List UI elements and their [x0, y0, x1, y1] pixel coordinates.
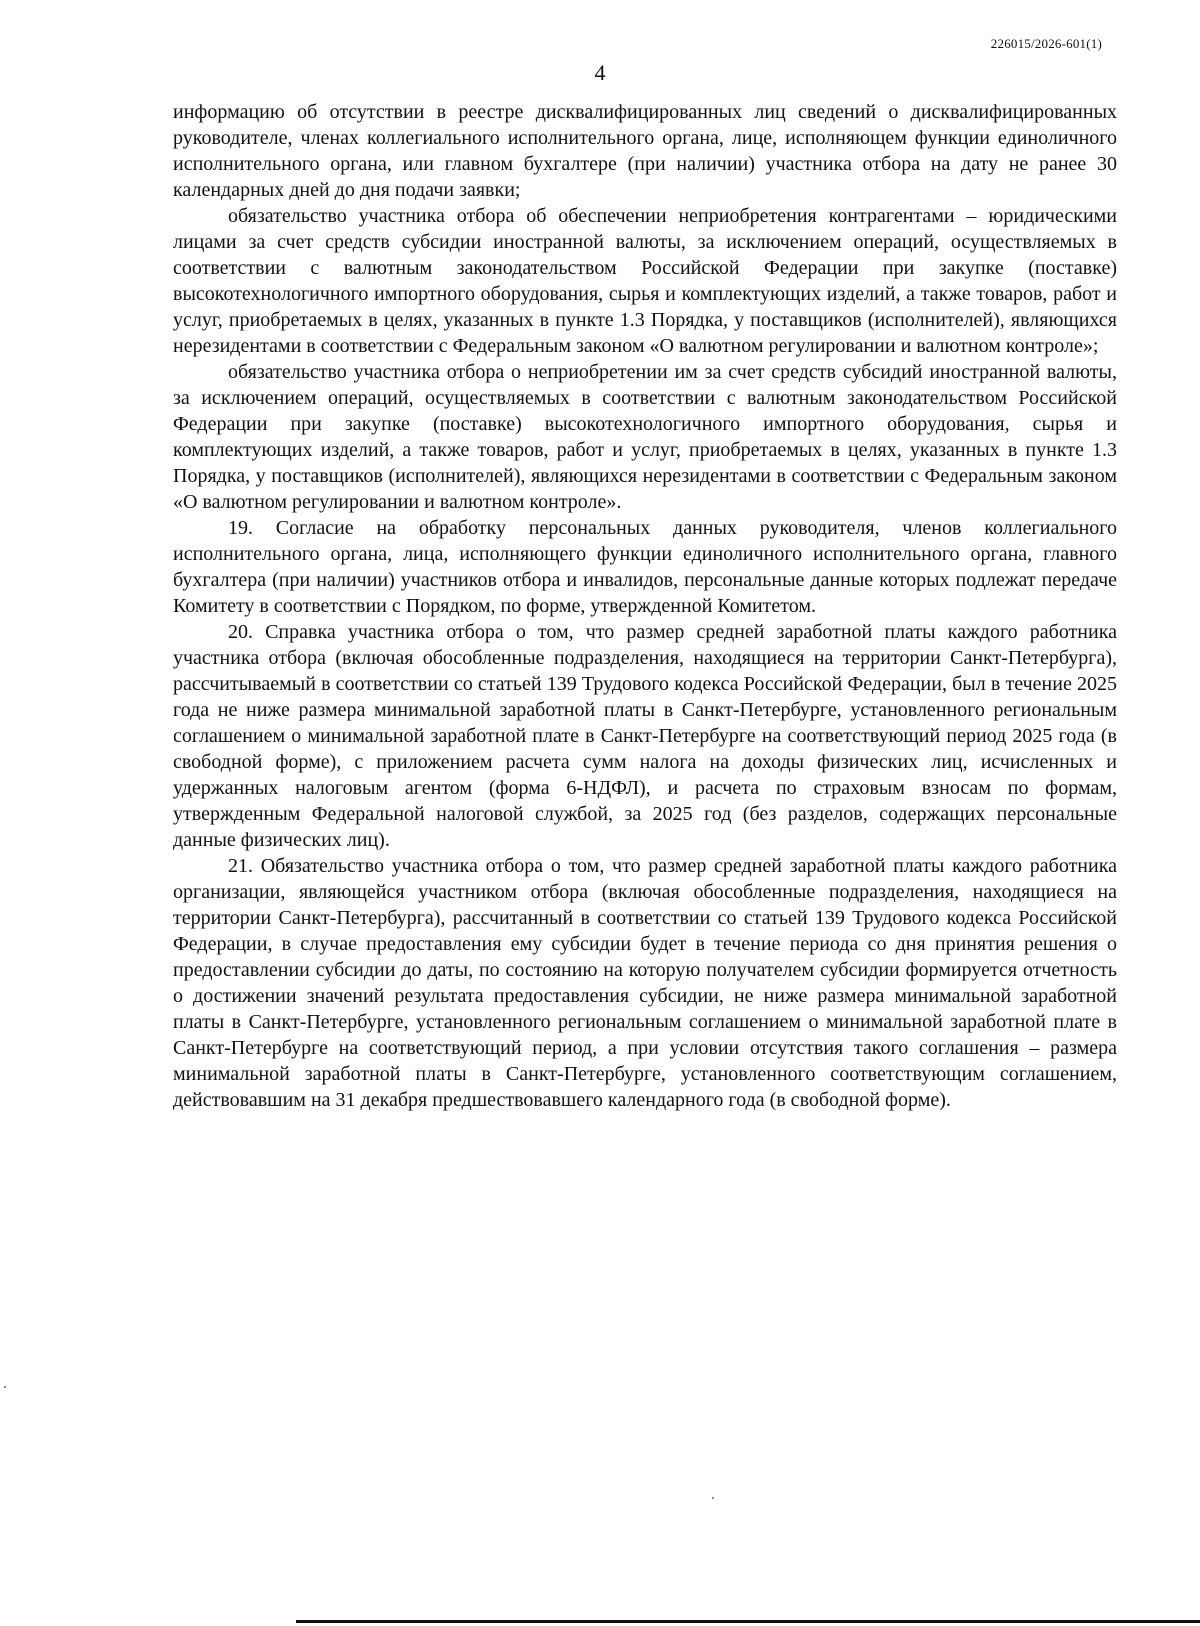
- scan-speck: [712, 1497, 714, 1499]
- page-number: 4: [594, 60, 606, 85]
- scan-speck: [4, 1386, 6, 1388]
- paragraph-disqualified-persons-info: информацию об отсутствии в реестре дисквалифицированных лиц сведений о дисквалифицированных руководителе, членах коллегиального исполнительного органа, лице, исполняющем функции единоличного исполнительного органа, или главном бухгалтере (при наличии) участника отбора на дату не ранее 30 календарных дней до дня подачи заявки;: [173, 101, 1117, 201]
- document-code: 226015/2026-601(1): [990, 36, 1102, 51]
- paragraph-item-21-salary-obligation: 21. Обязательство участника отбора о том, что размер средней заработной платы каждого работника организации, являющейся участником отбора (включая обособленные подразделения, находящиеся на территории Санкт-Петербурга), рассчитанный в соответствии со статьей 139 Трудового кодекса Российской Федерации, в случае предоставления ему субсидии будет в течение периода со дня принятия решения о предоставлении субсидии до даты, по состоянию на которую получателем субсидии формируется отчетность о достижении значений результата предоставления субсидии, не ниже размера минимальной заработной платы в Санкт-Петербурге, установленного региональным соглашением о минимальной заработной плате в Санкт-Петербурге на соответствующий период, а при условии отсутствия такого соглашения – размера минимальной заработной платы в Санкт-Петербурге, установленного соответствующим соглашением, действовавшим на 31 декабря предшествовавшего календарного года (в свободной форме).: [173, 855, 1117, 1111]
- paragraph-participant-currency-obligation: обязательство участника отбора о неприобретении им за счет средств субсидий иностранной валюты, за исключением операций, осуществляемых в соответствии с валютным законодательством Российской Федерации при закупке (поставке) высокотехнологичного импортного оборудования, сырья и комплектующих изделий, а также товаров, работ и услуг, приобретаемых в целях, указанных в пункте 1.3 Порядка, у поставщиков (исполнителей), являющихся нерезидентами в соответствии с Федеральным законом «О валютном регулировании и валютном контроле».: [173, 361, 1117, 513]
- paragraph-item-19-personal-data-consent: 19. Согласие на обработку персональных данных руководителя, членов коллегиального исполнительного органа, лица, исполняющего функции единоличного исполнительного органа, главного бухгалтера (при наличии) участников отбора и инвалидов, персональные данные которых подлежат передаче Комитету в соответствии с Порядком, по форме, утвержденной Комитетом.: [173, 517, 1117, 617]
- document-body: [173, 99, 1117, 1113]
- paragraph-counterparties-currency-obligation: обязательство участника отбора об обеспечении неприобретения контрагентами – юридическими лицами за счет средств субсидии иностранной валюты, за исключением операций, осуществляемых в соответствии с валютным законодательством Российской Федерации при закупке (поставке) высокотехнологичного импортного оборудования, сырья и комплектующих изделий, а также товаров, работ и услуг, приобретаемых в целях, указанных в пункте 1.3 Порядка, у поставщиков (исполнителей), являющихся нерезидентами в соответствии с Федеральным законом «О валютном регулировании и валютном контроле»;: [173, 205, 1117, 357]
- paragraph-item-20-salary-certificate: 20. Справка участника отбора о том, что размер средней заработной платы каждого работника участника отбора (включая обособленные подразделения, находящиеся на территории Санкт-Петербурга), рассчитываемый в соответствии со статьей 139 Трудового кодекса Российской Федерации, был в течение 2025 года не ниже размера минимальной заработной платы в Санкт-Петербурге, установленного региональным соглашением о минимальной заработной плате в Санкт-Петербурге на соответствующий период 2025 года (в свободной форме), с приложением расчета сумм налога на доходы физических лиц, исчисленных и удержанных налоговым агентом (форма 6-НДФЛ), и расчета по страховым взносам по формам, утвержденным Федеральной налоговой службой, за 2025 год (без разделов, содержащих персональные данные физических лиц).: [173, 621, 1117, 851]
- bottom-scan-edge: [296, 1620, 1200, 1623]
